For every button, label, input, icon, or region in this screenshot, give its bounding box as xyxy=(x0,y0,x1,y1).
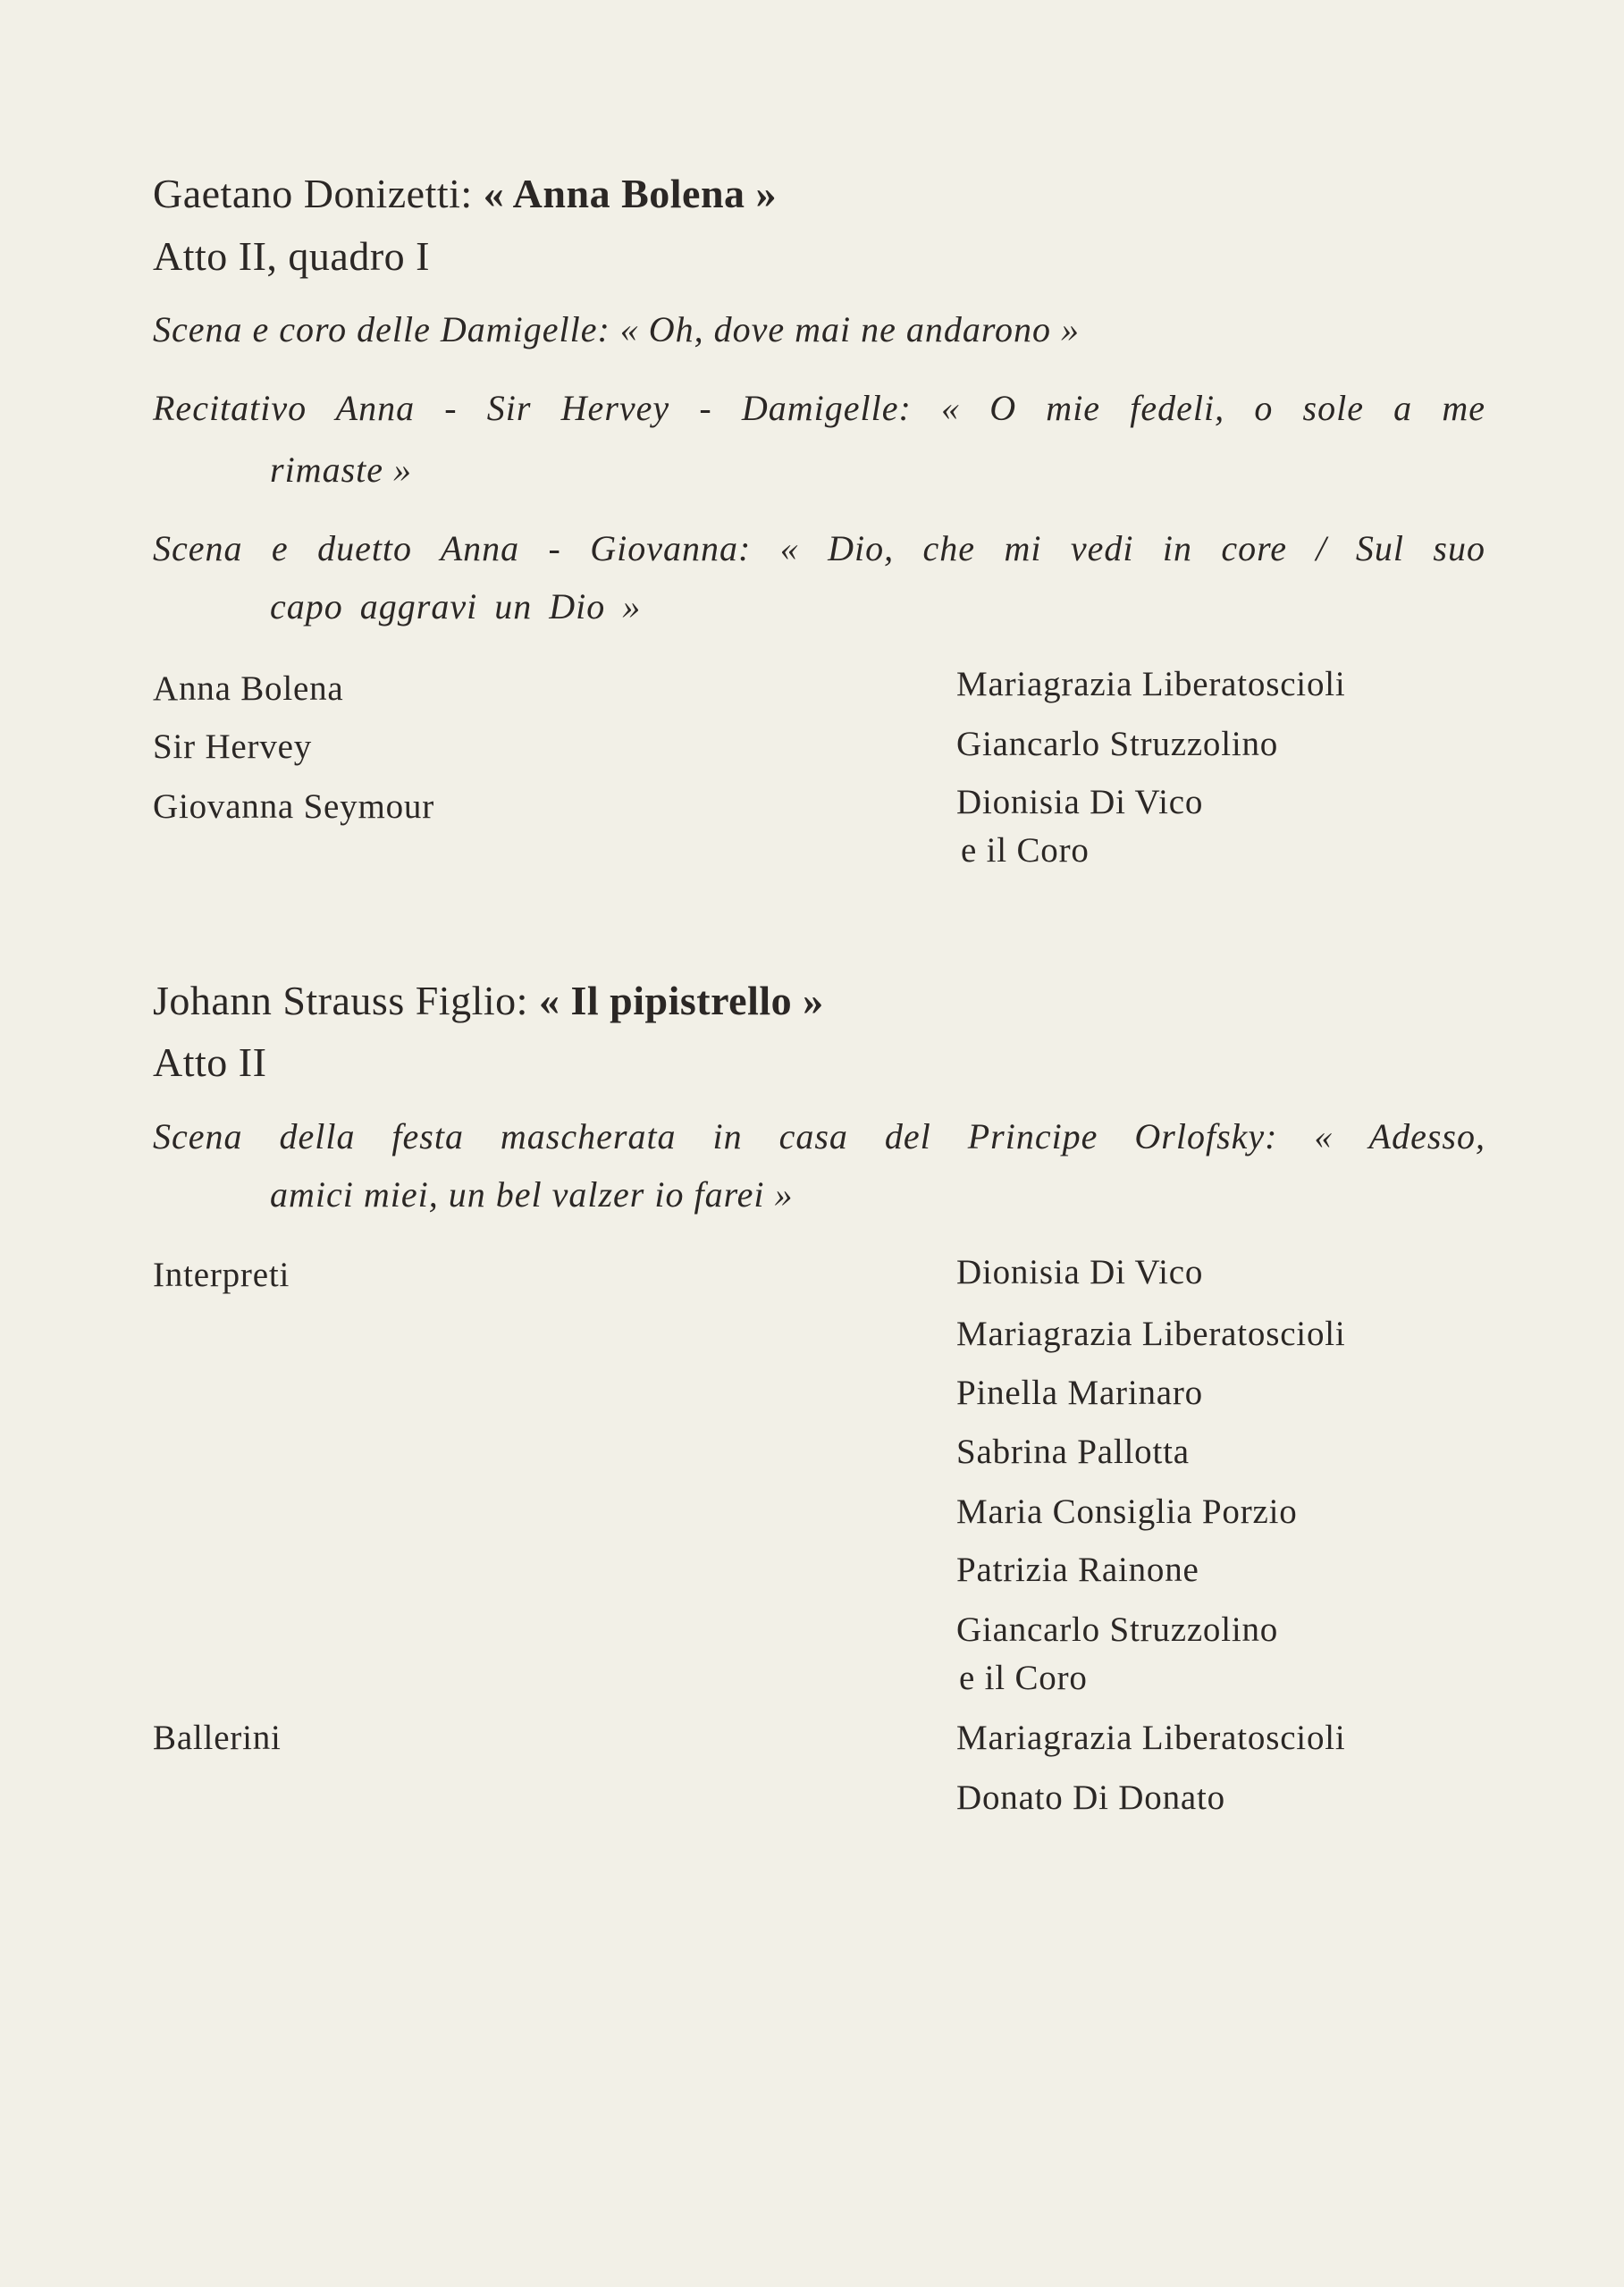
scene-description: Scena e duetto Anna - Giovanna: « Dio, che mi vedi in core / Sul suo xyxy=(153,528,1485,568)
performer: Dionisia Di Vico xyxy=(956,1253,1204,1291)
dancer: Mariagrazia Liberatoscioli xyxy=(956,1719,1346,1757)
scene-description: Scena e coro delle Damigelle: « Oh, dove mai ne andarono » xyxy=(153,309,1081,349)
performer: Maria Consiglia Porzio xyxy=(956,1492,1298,1531)
performer: Mariagrazia Liberatoscioli xyxy=(956,1315,1346,1353)
composer: Johann Strauss Figlio: xyxy=(153,978,528,1023)
performer: Pinella Marinaro xyxy=(956,1374,1203,1412)
scene-description-continued: capo aggravi un Dio » xyxy=(270,586,642,626)
scene-description: Scena della festa mascherata in casa del Principe Orlofsky: « Adesso, xyxy=(153,1116,1485,1156)
cast-role: Giovanna Seymour xyxy=(153,787,434,826)
ballerini-label: Ballerini xyxy=(153,1719,282,1757)
cast-extra: e il Coro xyxy=(961,831,1090,870)
performer-extra: e il Coro xyxy=(959,1659,1088,1697)
dancer: Donato Di Donato xyxy=(956,1778,1225,1817)
composer: Gaetano Donizetti: xyxy=(153,171,473,216)
act-label: Atto II xyxy=(153,1039,267,1085)
cast-role: Sir Hervey xyxy=(153,727,313,766)
cast-role: Anna Bolena xyxy=(153,669,344,708)
scene-description: Recitativo Anna - Sir Hervey - Damigelle: « O mie fedeli, o sole a me xyxy=(153,388,1485,428)
performer: Patrizia Rainone xyxy=(956,1551,1199,1589)
cast-performer: Dionisia Di Vico xyxy=(956,783,1204,821)
scene-description-continued: amici miei, un bel valzer io farei » xyxy=(270,1174,794,1215)
work-title: « Il pipistrello » xyxy=(538,978,824,1023)
interpreti-label: Interpreti xyxy=(153,1256,290,1294)
performer: Sabrina Pallotta xyxy=(956,1433,1190,1471)
act-label: Atto II, quadro I xyxy=(153,233,430,279)
cast-performer: Mariagrazia Liberatoscioli xyxy=(956,665,1346,703)
performer: Giancarlo Struzzolino xyxy=(956,1610,1279,1649)
cast-performer: Giancarlo Struzzolino xyxy=(956,725,1279,763)
section-heading xyxy=(153,974,824,1028)
scene-description-continued: rimaste » xyxy=(270,450,412,490)
work-title: « Anna Bolena » xyxy=(483,171,778,216)
section-heading xyxy=(153,167,777,221)
